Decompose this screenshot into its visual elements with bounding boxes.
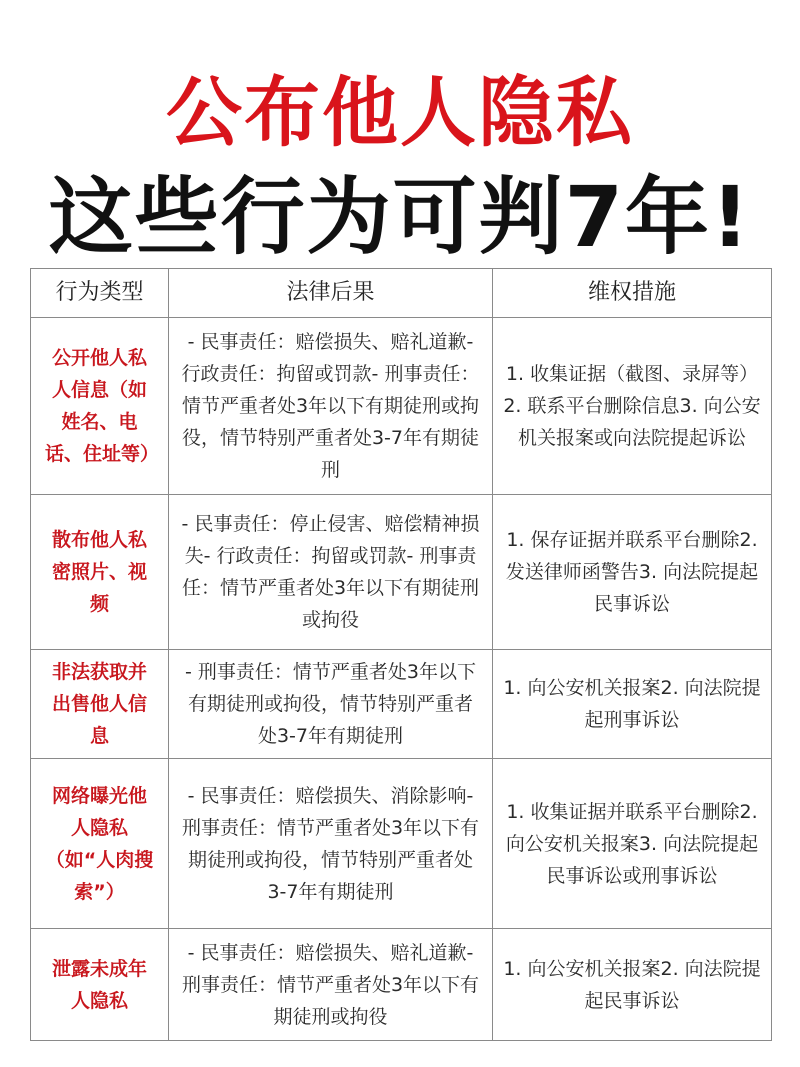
table-row [31, 759, 772, 929]
privacy-law-table [30, 268, 772, 1041]
behavior-type: 泄露未成年人隐私 [31, 929, 169, 1041]
table-header-row [31, 269, 772, 318]
table-row [31, 318, 772, 495]
remedy: 1. 收集证据（截图、录屏等）2. 联系平台删除信息3. 向公安机关报案或向法院提起诉讼 [493, 318, 772, 495]
remedy: 1. 收集证据并联系平台删除2. 向公安机关报案3. 向法院提起民事诉讼或刑事诉讼 [493, 759, 772, 929]
legal-consequence: - 民事责任：赔偿损失、赔礼道歉- 刑事责任：情节严重者处3年以下有期徒刑或拘役 [169, 929, 493, 1041]
remedy: 1. 保存证据并联系平台删除2. 发送律师函警告3. 向法院提起民事诉讼 [493, 495, 772, 650]
legal-consequence: - 刑事责任：情节严重者处3年以下有期徒刑或拘役，情节特别严重者处3-7年有期徒刑 [169, 650, 493, 759]
legal-consequence: - 民事责任：停止侵害、赔偿精神损失- 行政责任：拘留或罚款- 刑事责任：情节严重者处3年以下有期徒刑或拘役 [169, 495, 493, 650]
legal-consequence: - 民事责任：赔偿损失、赔礼道歉- 行政责任：拘留或罚款- 刑事责任：情节严重者处3年以下有期徒刑或拘役，情节特别严重者处3-7年有期徒刑 [169, 318, 493, 495]
title-line-1: 公布他人隐私 [166, 68, 634, 157]
behavior-type: 非法获取并出售他人信息 [31, 650, 169, 759]
behavior-type: 网络曝光他人隐私（如“人肉搜索”） [31, 759, 169, 929]
header-remedy: 维权措施 [493, 269, 772, 318]
legal-consequence: - 民事责任：赔偿损失、消除影响- 刑事责任：情节严重者处3年以下有期徒刑或拘役，情节特别严重者处3-7年有期徒刑 [169, 759, 493, 929]
title-line-2: 这些行为可判7年! [48, 168, 752, 266]
table-row [31, 650, 772, 759]
header-legal-consequence: 法律后果 [169, 269, 493, 318]
table-row [31, 929, 772, 1041]
behavior-type: 散布他人私密照片、视频 [31, 495, 169, 650]
header-behavior-type: 行为类型 [31, 269, 169, 318]
remedy: 1. 向公安机关报案2. 向法院提起刑事诉讼 [493, 650, 772, 759]
table-row [31, 495, 772, 650]
behavior-type: 公开他人私人信息（如姓名、电话、住址等） [31, 318, 169, 495]
remedy: 1. 向公安机关报案2. 向法院提起民事诉讼 [493, 929, 772, 1041]
